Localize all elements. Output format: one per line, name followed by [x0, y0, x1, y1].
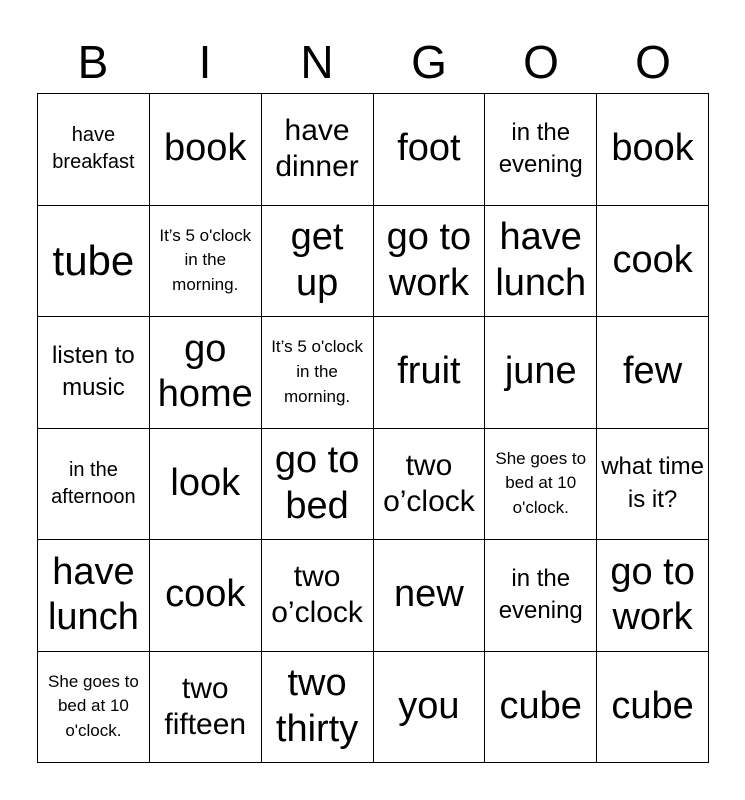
- bingo-cell[interactable]: go to work: [374, 206, 486, 318]
- bingo-cell[interactable]: It’s 5 o'clock in the morning.: [150, 206, 262, 318]
- bingo-board: [37, 93, 709, 763]
- bingo-cell[interactable]: in the afternoon: [38, 429, 150, 541]
- bingo-cell[interactable]: two thirty: [262, 652, 374, 764]
- bingo-cell[interactable]: book: [150, 94, 262, 206]
- header-letter: N: [300, 36, 334, 88]
- bingo-cell[interactable]: cook: [597, 206, 709, 318]
- bingo-cell[interactable]: She goes to bed at 10 o'clock.: [485, 429, 597, 541]
- bingo-cell[interactable]: get up: [262, 206, 374, 318]
- header-letter: O: [523, 36, 559, 88]
- header-letter: O: [635, 36, 671, 88]
- bingo-cell[interactable]: listen to music: [38, 317, 150, 429]
- header-letter: G: [411, 36, 447, 88]
- bingo-cell[interactable]: two o’clock: [374, 429, 486, 541]
- bingo-cell[interactable]: tube: [38, 206, 150, 318]
- bingo-cell[interactable]: fruit: [374, 317, 486, 429]
- bingo-cell[interactable]: have lunch: [485, 206, 597, 318]
- bingo-cell[interactable]: have dinner: [262, 94, 374, 206]
- bingo-cell[interactable]: have lunch: [38, 540, 150, 652]
- bingo-cell[interactable]: have breakfast: [38, 94, 150, 206]
- bingo-cell[interactable]: in the evening: [485, 94, 597, 206]
- bingo-cell[interactable]: in the evening: [485, 540, 597, 652]
- bingo-cell[interactable]: new: [374, 540, 486, 652]
- bingo-cell[interactable]: foot: [374, 94, 486, 206]
- bingo-cell[interactable]: look: [150, 429, 262, 541]
- header-letter: B: [77, 36, 109, 88]
- bingo-cell[interactable]: cube: [597, 652, 709, 764]
- header-letter: I: [198, 36, 212, 88]
- bingo-cell[interactable]: few: [597, 317, 709, 429]
- bingo-cell[interactable]: book: [597, 94, 709, 206]
- bingo-cell[interactable]: what time is it?: [597, 429, 709, 541]
- bingo-cell[interactable]: you: [374, 652, 486, 764]
- bingo-cell[interactable]: cook: [150, 540, 262, 652]
- bingo-cell[interactable]: She goes to bed at 10 o'clock.: [38, 652, 150, 764]
- bingo-cell[interactable]: go home: [150, 317, 262, 429]
- bingo-cell[interactable]: go to bed: [262, 429, 374, 541]
- bingo-cell[interactable]: go to work: [597, 540, 709, 652]
- bingo-cell[interactable]: june: [485, 317, 597, 429]
- bingo-cell[interactable]: two fifteen: [150, 652, 262, 764]
- bingo-header: [37, 30, 709, 94]
- bingo-cell[interactable]: cube: [485, 652, 597, 764]
- bingo-cell[interactable]: two o’clock: [262, 540, 374, 652]
- bingo-cell[interactable]: It’s 5 o'clock in the morning.: [262, 317, 374, 429]
